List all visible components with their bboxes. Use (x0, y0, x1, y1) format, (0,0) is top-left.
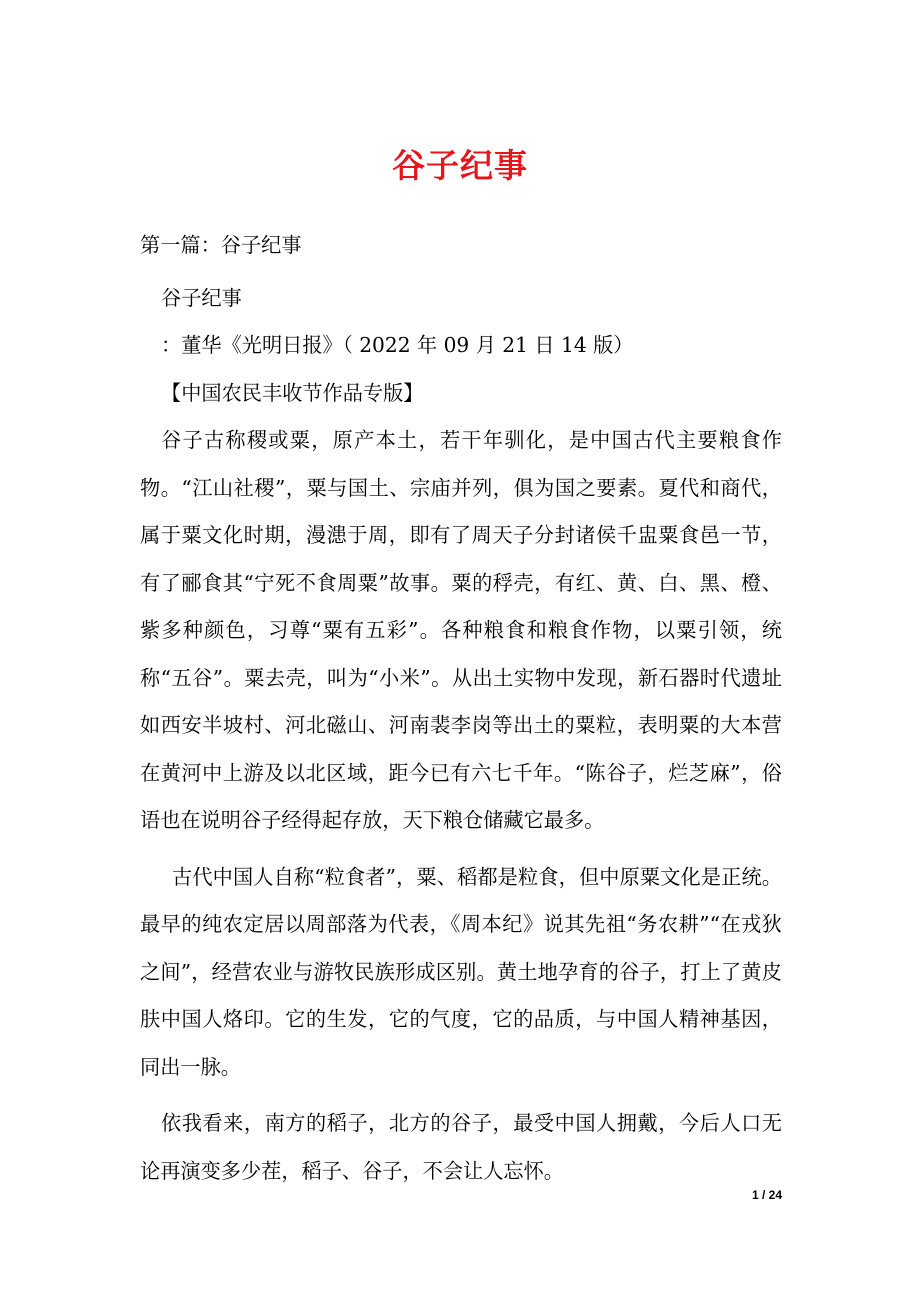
document-body (140, 222, 782, 1195)
article-subtitle: 谷子纪事 (161, 285, 242, 310)
article-byline: ：董华《光明日报》（ 2022 年 09 月 21 日 14 版） (161, 333, 634, 357)
body-paragraph: 古代中国人自称“粒食者”，粟、稻都是粒食，但中原粟文化是正统。最早的纯农定居以周部落为代表，《周本纪》说其先祖“务农耕”“在戎狄之间”，经营农业与游牧民族形成区别。黄土地孕育的谷子，打上了黄皮肤中国人烙印。它的生发，它的气度，它的品质，与中国人精神基因，同出一脉。 (140, 864, 782, 1079)
section-heading: 第一篇：谷子纪事 (140, 233, 302, 257)
column-label: 【中国农民丰收节作品专版】 (161, 380, 424, 405)
page-number: 1 / 24 (751, 1188, 782, 1202)
body-paragraph: 依我看来，南方的稻子，北方的谷子，最受中国人拥戴，今后人口无论再演变多少茬，稻子、谷子，不会让人忘怀。 (140, 1111, 782, 1183)
document-title: 谷子纪事 (392, 146, 528, 185)
body-paragraph: 谷子古称稷或粟，原产本土，若干年驯化，是中国古代主要粮食作物。“江山社稷”，粟与国土、宗庙并列，俱为国之要素。夏代和商代，属于粟文化时期，漫漶于周，即有了周天子分封诸侯千盅粟食邑一节，有了郦食其“宁死不食周粟”故事。粟的稃壳，有红、黄、白、黑、橙、紫多种颜色，习尊“粟有五彩”。各种粮食和粮食作物，以粟引领，统称“五谷”。粟去壳，叫为“小米”。从出土实物中发现，新石器时代遗址如西安半坡村、河北磁山、河南裴李岗等出土的粟粒，表明粟的大本营在黄河中上游及以北区域，距今已有六七千年。“陈谷子，烂芝麻”，俗语也在说明谷子经得起存放，天下粮仓储藏它最多。 (140, 428, 782, 832)
